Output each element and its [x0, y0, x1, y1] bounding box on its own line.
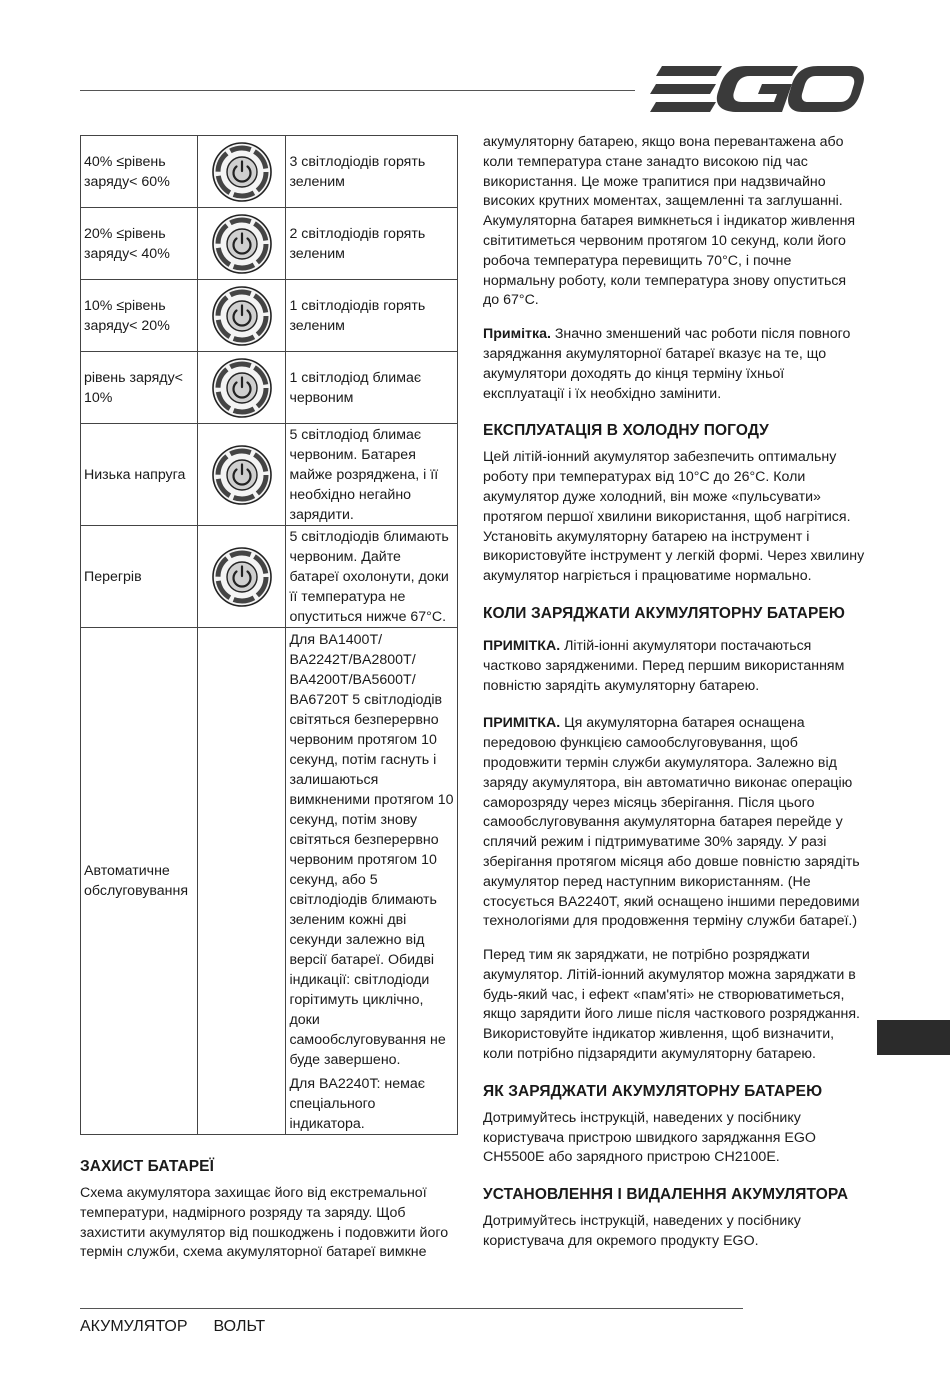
icon-cell — [197, 208, 286, 280]
indication-cell: 1 світлодіодів горять зеленим — [286, 280, 458, 352]
note-text: Ця акумуляторна батарея оснащена передовою функцією самообслуговування, щоб продовжити термін служби акумулятора. Залежно від заряду акумулятора, він автоматично виконає операцію саморозряду через місяць зберігання. Після цього самообслуговування акумуляторна батарея перейде у сплячий режим і підтримуватиме 30% заряду. У разі зберігання протягом місяця або довше повністю зарядіть акумулятор перед наступним використанням. (Не стосується BA2240T, який оснащено іншими передовими технологіями для продовження терміну служби батареї.) — [483, 715, 860, 930]
paragraph: Дотримуйтесь інструкцій, наведених у посібнику користувача пристрою швидкого заряджання EGO CH5500E або зарядного пристрою CH2100E. — [483, 1109, 816, 1166]
indication-cell: 2 світлодіодів горять зеленим — [286, 208, 458, 280]
ego-logo — [650, 62, 865, 118]
note-paragraph — [483, 714, 865, 932]
state-cell: Низька напруга — [81, 424, 198, 526]
indication-cell: 5 світлодіодів блимають червоним. Дайте батареї охолонути, доки її температура не опуститься нижче 67°C. — [286, 526, 458, 628]
power-button-icon — [211, 141, 273, 203]
section-heading: УСТАНОВЛЕННЯ І ВИДАЛЕННЯ АКУМУЛЯТОРА — [483, 1186, 849, 1204]
indication-cell: 3 світлодіодів горять зеленим — [286, 136, 458, 208]
footer-product: АКУМУЛЯТОР — [80, 1318, 188, 1335]
table-row — [81, 628, 458, 1135]
indication-cell: Для BA1400T/ BA2242T/BA2800T/ BA4200T/BA5600T/ BA6720T 5 світлодіодів світяться безперервно червоним протягом 10 секунд, потім гаснуть і залишаються вимкненими протягом 10 секунд, потім знову світяться безперервно червоним протягом 10 секунд, або 5 світлодіодів блимають зеленим кожні дві секунди залежно від версії батареї. Обидві індикації: світлодіоди горітимуть циклічно, доки самообслуговування не буде завершено. Для BA2240T: немає спеціального індикатора. — [286, 628, 458, 1135]
table-row — [81, 424, 458, 526]
paragraph: Схема акумулятора захищає його від екстремальної температури, надмірного розряду та заряду. Щоб захистити акумулятор від пошкоджень і подовжити його термін служби, схема акумуляторної батареї вимкне — [80, 1185, 449, 1261]
note-text: Значно зменшений час роботи після повного заряджання акумуляторної батареї вказує на те, що акумулятори доходять до кінця терміну їхньої експлуатації і їх необхідно замінити. — [483, 326, 851, 402]
state-cell: 40% ≤рівень заряду< 60% — [81, 136, 198, 208]
note-text: Літій-іонні акумулятори постачаються частково зарядженими. Перед першим використанням повністю зарядіть акумуляторну батарею. — [483, 637, 845, 694]
header-rule — [80, 90, 635, 91]
icon-cell — [197, 352, 286, 424]
icon-cell — [197, 424, 286, 526]
indication-cell: 5 світлодіод блимає червоним. Батарея майже розряджена, і її необхідно негайно зарядити. — [286, 424, 458, 526]
note-label: Примітка. — [483, 326, 551, 343]
battery-indicator-table — [80, 135, 458, 1135]
icon-cell — [197, 280, 286, 352]
icon-cell — [197, 526, 286, 628]
icon-cell — [197, 136, 286, 208]
power-button-icon — [211, 444, 273, 506]
footer — [80, 1318, 265, 1336]
icon-cell — [197, 628, 286, 1135]
table-row — [81, 352, 458, 424]
table-row — [81, 526, 458, 628]
section-heading: ЗАХИСТ БАТАРЕЇ — [80, 1158, 214, 1175]
state-cell: 20% ≤рівень заряду< 40% — [81, 208, 198, 280]
section-heading: КОЛИ ЗАРЯДЖАТИ АКУМУЛЯТОРНУ БАТАРЕЮ — [483, 604, 845, 622]
state-cell: 10% ≤рівень заряду< 20% — [81, 280, 198, 352]
paragraph: Перед тим як заряджати, не потрібно розряджати акумулятор. Літій-іонний акумулятор можна заряджати в будь-який час, і ефект «пам'яті» не створюватиметься, якщо зарядити його лише після часткового розряджання. Використовуйте індикатор живлення, щоб визначити, коли потрібно підзарядити акумуляторну батарею. — [483, 947, 860, 1063]
paragraph: акумуляторну батарею, якщо вона перевантажена або коли температура стане занадто високою під час використання. Це може трапитися при надзвичайно високих крутних моментах, защемленні та заглушанні. Акумуляторна батарея вимкнеться і індикатор живлення світитиметься червоним протягом 10 секунд, коли його робоча температура перевищить 70°C, і почне нормальну роботу, коли температура знову опуститься до 67°C. — [483, 134, 856, 309]
paragraph: Дотримуйтесь інструкцій, наведених у посібнику користувача для окремого продукту EGO. — [483, 1213, 801, 1250]
state-cell: Перегрів — [81, 526, 198, 628]
table-row — [81, 136, 458, 208]
section-heading: ЕКСПЛУАТАЦІЯ В ХОЛОДНУ ПОГОДУ — [483, 422, 769, 440]
state-cell: рівень заряду< 10% — [81, 352, 198, 424]
right-column — [483, 133, 865, 1252]
paragraph: Цей літій-іонний акумулятор забезпечить оптимальну роботу при температурах від 10°C до 26°C. Коли акумулятор дуже холодний, він може «пульсувати» протягом першої хвилини використання, щоб нагрітися. Установіть акумуляторну батарею на інструмент і використовуйте інструмент у легкій формі. Через хвилину акумулятор нагріється і працюватиме нормально. — [483, 449, 865, 585]
footer-rule — [80, 1308, 743, 1309]
note-paragraph — [483, 637, 865, 696]
indication-cell: 1 світлодіод блимає червоним — [286, 352, 458, 424]
state-cell: Автоматичне обслуговування — [81, 628, 198, 1135]
table-row — [81, 280, 458, 352]
power-button-icon — [211, 546, 273, 608]
footer-voltage: ВОЛЬТ — [213, 1318, 266, 1335]
section-heading: ЯК ЗАРЯДЖАТИ АКУМУЛЯТОРНУ БАТАРЕЮ — [483, 1082, 823, 1100]
note-label: ПРИМІТКА. — [483, 715, 561, 732]
table-row — [81, 208, 458, 280]
power-button-icon — [211, 213, 273, 275]
power-button-icon — [211, 285, 273, 347]
left-column — [80, 1158, 460, 1263]
note-paragraph — [483, 325, 865, 404]
note-label: ПРИМІТКА. — [483, 637, 561, 654]
power-button-icon — [211, 357, 273, 419]
language-tab-marker — [877, 1020, 950, 1055]
